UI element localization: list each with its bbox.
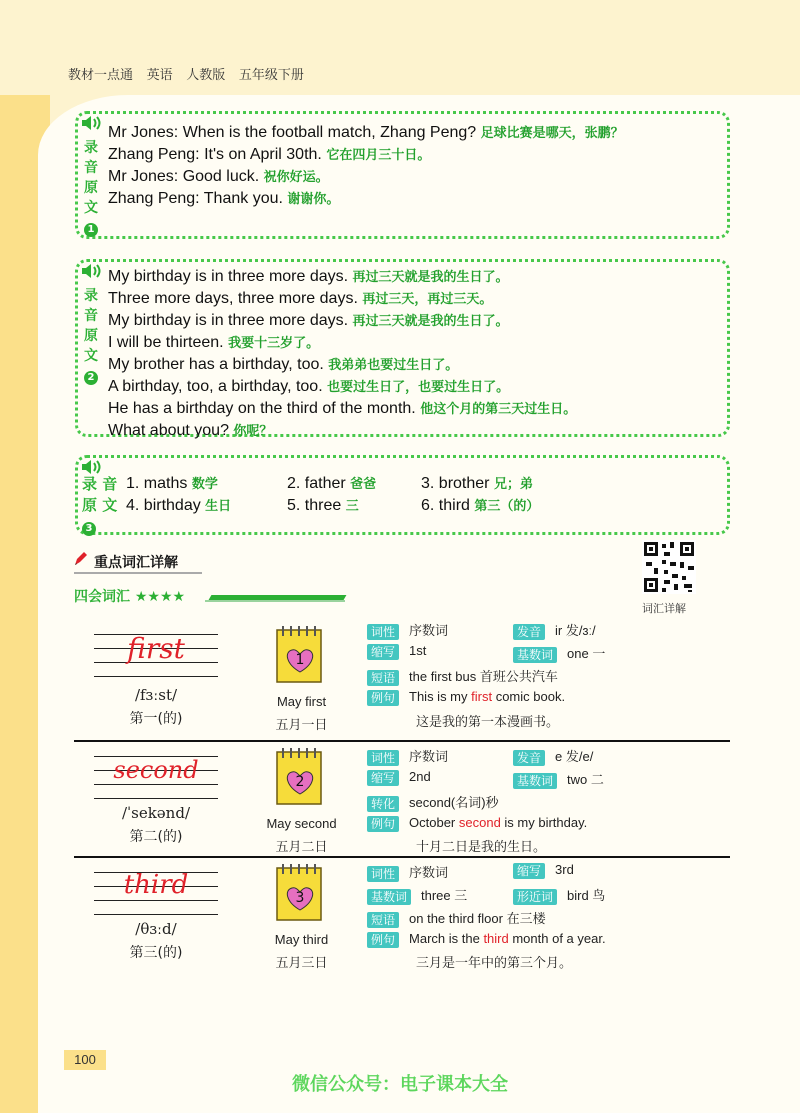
dialogue-line bbox=[108, 144, 624, 166]
line-cn: 再过三天，再过三天。 bbox=[362, 292, 493, 307]
calendar-number: 2 bbox=[295, 774, 305, 790]
label-char: 录 bbox=[84, 140, 98, 156]
line-cn: 再过三天就是我的生日了。 bbox=[352, 314, 509, 329]
line-en: Three more days, three more days. bbox=[108, 290, 358, 307]
section-underline bbox=[74, 572, 202, 574]
header-grade: 五年级下册 bbox=[238, 67, 304, 82]
label-line: 录 音 bbox=[82, 475, 118, 493]
line-en: Mr Jones: When is the football match, Zhang Peng? bbox=[108, 124, 477, 141]
info-row bbox=[367, 746, 448, 766]
info-value: the first bus 首班公共汽车 bbox=[409, 669, 558, 684]
info-tag: 例句 bbox=[367, 690, 399, 706]
info-value: on the third floor 在三楼 bbox=[409, 911, 546, 926]
line-cn: 它在四月三十日。 bbox=[326, 148, 431, 163]
info-row bbox=[513, 885, 605, 905]
example-highlight: first bbox=[471, 689, 493, 704]
label-char: 文 bbox=[84, 348, 98, 364]
line-cn: 他这个月的第三天过生日。 bbox=[420, 402, 577, 417]
song-line bbox=[108, 420, 576, 442]
vocab-item bbox=[421, 495, 539, 515]
info-value: 序数词 bbox=[409, 750, 449, 765]
calendar-date-cn: 五月一日 bbox=[275, 718, 328, 733]
line-en: My birthday is in three more days. bbox=[108, 312, 349, 329]
info-value: 2nd bbox=[409, 769, 431, 784]
transcript-number: 3 bbox=[82, 522, 96, 536]
info-tag: 发音 bbox=[513, 624, 545, 640]
info-value: 3rd bbox=[555, 862, 574, 877]
guide-line bbox=[94, 676, 218, 677]
vocab-entry-third bbox=[74, 856, 730, 976]
meaning: 第一(的) bbox=[129, 711, 183, 727]
decorative-line bbox=[205, 600, 345, 602]
handwriting-lines bbox=[94, 626, 218, 686]
transcript-number: 1 bbox=[84, 223, 98, 237]
guide-line bbox=[94, 798, 218, 799]
level-label: 四会词汇 bbox=[74, 589, 130, 605]
line-en: What about you? bbox=[108, 422, 229, 439]
item-en: 4. birthday bbox=[126, 497, 201, 514]
transcript-box-2 bbox=[75, 259, 730, 437]
header-subject: 英语 bbox=[146, 67, 173, 82]
guide-line bbox=[94, 900, 218, 901]
line-cn: 再过三天就是我的生日了。 bbox=[352, 270, 509, 285]
example-text: October bbox=[409, 815, 459, 830]
calendar-date-en: May first bbox=[276, 694, 327, 709]
calendar-icon bbox=[274, 860, 326, 922]
info-tag: 词性 bbox=[367, 866, 399, 882]
vocab-item bbox=[287, 495, 359, 515]
vocab-item bbox=[421, 473, 533, 493]
label-char: 音 bbox=[84, 308, 98, 324]
example-row bbox=[367, 931, 606, 948]
label-line: 原 文 bbox=[82, 496, 118, 514]
meaning: 第二(的) bbox=[129, 829, 183, 845]
info-tag: 词性 bbox=[367, 750, 399, 766]
info-row bbox=[513, 643, 605, 663]
info-value: e 发/e/ bbox=[555, 749, 594, 764]
item-cn: 数学 bbox=[191, 477, 218, 492]
qr-code-icon[interactable] bbox=[642, 540, 696, 594]
calendar-date-en: May second bbox=[266, 816, 337, 831]
vocab-level bbox=[74, 586, 185, 606]
example-translation: 这是我的第一本漫画书。 bbox=[416, 715, 560, 730]
info-tag: 例句 bbox=[367, 932, 399, 948]
handwriting-lines bbox=[94, 748, 218, 808]
info-tag: 例句 bbox=[367, 816, 399, 832]
example-highlight: second bbox=[458, 815, 501, 830]
song-line bbox=[108, 310, 576, 332]
example-text: month of a year. bbox=[508, 931, 606, 946]
song-line bbox=[108, 376, 576, 398]
line-en: Zhang Peng: Thank you. bbox=[108, 190, 283, 207]
label-char: 音 bbox=[84, 160, 98, 176]
item-en: 6. third bbox=[421, 497, 470, 514]
info-tag: 短语 bbox=[367, 912, 399, 928]
transcript-box-1 bbox=[75, 111, 730, 239]
example-text: March is the bbox=[409, 931, 484, 946]
line-cn: 足球比赛是哪天，张鹏？ bbox=[480, 126, 624, 141]
calendar-date-en: May third bbox=[274, 932, 329, 947]
line-cn: 我弟弟也要过生日了。 bbox=[328, 358, 459, 373]
transcript-box-3 bbox=[75, 455, 730, 535]
calendar-number: 1 bbox=[295, 652, 305, 668]
example-text: This is my bbox=[409, 689, 472, 704]
info-value: one 一 bbox=[567, 646, 606, 661]
song-line bbox=[108, 354, 576, 376]
example-translation: 三月是一年中的第三个月。 bbox=[416, 956, 573, 971]
info-tag: 词性 bbox=[367, 624, 399, 640]
info-tag: 转化 bbox=[367, 796, 399, 812]
transcript-lines bbox=[108, 122, 624, 210]
label-char: 文 bbox=[84, 200, 98, 216]
info-row bbox=[367, 620, 448, 640]
info-row bbox=[513, 746, 593, 766]
calendar-icon bbox=[274, 622, 326, 684]
info-row bbox=[367, 769, 431, 786]
song-line bbox=[108, 288, 576, 310]
example-row bbox=[367, 815, 587, 832]
item-cn: 兄；弟 bbox=[493, 477, 533, 492]
speaker-icon[interactable] bbox=[80, 114, 102, 132]
transcript-lines bbox=[108, 266, 576, 442]
speaker-icon[interactable] bbox=[80, 262, 102, 280]
transcript-label bbox=[82, 138, 100, 238]
info-tag: 基数词 bbox=[367, 889, 411, 905]
info-row bbox=[367, 666, 558, 686]
info-row bbox=[367, 885, 467, 905]
line-cn: 也要过生日了，也要过生日了。 bbox=[327, 380, 510, 395]
info-value: second(名词)秒 bbox=[409, 795, 499, 810]
dialogue-line bbox=[108, 188, 624, 210]
info-value: three 三 bbox=[421, 888, 468, 903]
handwriting-lines bbox=[94, 864, 218, 924]
item-cn: 爸爸 bbox=[350, 477, 377, 492]
header-book: 教材一点通 bbox=[68, 67, 134, 82]
info-tag: 缩写 bbox=[367, 770, 399, 786]
item-en: 5. three bbox=[287, 497, 342, 514]
calendar-date-cn: 五月三日 bbox=[275, 956, 328, 971]
headword: second bbox=[113, 756, 199, 784]
calendar-number: 3 bbox=[295, 890, 305, 906]
info-value: 1st bbox=[409, 643, 427, 658]
dialogue-line bbox=[108, 122, 624, 144]
item-cn: 第三（的） bbox=[474, 499, 540, 514]
example-row bbox=[367, 689, 565, 706]
item-en: 1. maths bbox=[126, 475, 188, 492]
example-text: is my birthday. bbox=[500, 815, 588, 830]
item-en: 3. brother bbox=[421, 475, 490, 492]
info-value: 序数词 bbox=[409, 866, 449, 881]
item-cn: 生日 bbox=[205, 499, 232, 514]
headword: third bbox=[123, 870, 189, 900]
item-en: 2. father bbox=[287, 475, 346, 492]
calendar-date-cn: 五月二日 bbox=[275, 840, 328, 855]
song-line bbox=[108, 398, 576, 420]
vocab-item bbox=[287, 473, 376, 493]
line-en: He has a birthday on the third of the month. bbox=[108, 400, 416, 417]
meaning: 第三(的) bbox=[129, 945, 183, 961]
phonetic: /θɜːd/ bbox=[135, 920, 177, 938]
info-row bbox=[367, 792, 499, 812]
section-title: 重点词汇详解 bbox=[94, 555, 178, 571]
line-en: My brother has a birthday, too. bbox=[108, 356, 324, 373]
info-row bbox=[513, 620, 596, 640]
line-en: A birthday, too, a birthday, too. bbox=[108, 378, 323, 395]
info-value: two 二 bbox=[567, 772, 604, 787]
line-cn: 我要十三岁了。 bbox=[228, 336, 320, 351]
pencil-icon bbox=[72, 550, 88, 568]
info-tag: 缩写 bbox=[513, 863, 545, 879]
label-char: 录 bbox=[84, 288, 98, 304]
star-rating: ★★★★ bbox=[134, 589, 186, 605]
info-row bbox=[367, 908, 546, 928]
line-cn: 谢谢你。 bbox=[287, 192, 340, 207]
line-en: Mr Jones: Good luck. bbox=[108, 168, 260, 185]
phonetic: /fɜːst/ bbox=[134, 686, 178, 704]
dialogue-line bbox=[108, 166, 624, 188]
info-tag: 基数词 bbox=[513, 647, 557, 663]
line-en: I will be thirteen. bbox=[108, 334, 224, 351]
vocab-entry-first bbox=[74, 616, 730, 736]
line-en: My birthday is in three more days. bbox=[108, 268, 349, 285]
label-char: 原 bbox=[84, 180, 98, 196]
header-edition: 人教版 bbox=[186, 67, 226, 82]
transcript-number: 2 bbox=[84, 371, 98, 385]
example-highlight: third bbox=[483, 931, 509, 946]
guide-line bbox=[94, 914, 218, 915]
info-row bbox=[513, 862, 574, 879]
song-line bbox=[108, 332, 576, 354]
transcript-label bbox=[82, 286, 100, 386]
running-header bbox=[68, 64, 314, 83]
info-value: ir 发/ɜː/ bbox=[555, 623, 596, 638]
headword: first bbox=[127, 632, 185, 665]
example-translation: 十月二日是我的生日。 bbox=[416, 840, 547, 855]
guide-line bbox=[94, 784, 218, 785]
label-char: 原 bbox=[84, 328, 98, 344]
info-value: bird 鸟 bbox=[567, 888, 606, 903]
calendar-icon bbox=[274, 744, 326, 806]
info-value: 序数词 bbox=[409, 624, 449, 639]
phonetic: /ˈsekənd/ bbox=[121, 804, 191, 822]
info-tag: 发音 bbox=[513, 750, 545, 766]
info-tag: 短语 bbox=[367, 670, 399, 686]
vocab-entry-second bbox=[74, 740, 730, 860]
example-text: comic book. bbox=[492, 689, 566, 704]
info-tag: 形近词 bbox=[513, 889, 557, 905]
line-cn: 祝你好运。 bbox=[263, 170, 329, 185]
vocab-item bbox=[126, 473, 218, 493]
info-row bbox=[367, 643, 426, 660]
info-row bbox=[513, 769, 604, 789]
qr-caption: 词汇详解 bbox=[642, 602, 686, 615]
page-number: 100 bbox=[64, 1050, 106, 1070]
transcript-label bbox=[82, 474, 117, 537]
info-tag: 缩写 bbox=[367, 644, 399, 660]
vocab-item bbox=[126, 495, 231, 515]
line-cn: 你呢？ bbox=[233, 424, 273, 439]
info-tag: 基数词 bbox=[513, 773, 557, 789]
footer-watermark: 微信公众号：电子课本大全 bbox=[292, 1074, 508, 1095]
line-en: Zhang Peng: It's on April 30th. bbox=[108, 146, 322, 163]
info-row bbox=[367, 862, 448, 882]
song-line bbox=[108, 266, 576, 288]
item-cn: 三 bbox=[345, 499, 359, 514]
